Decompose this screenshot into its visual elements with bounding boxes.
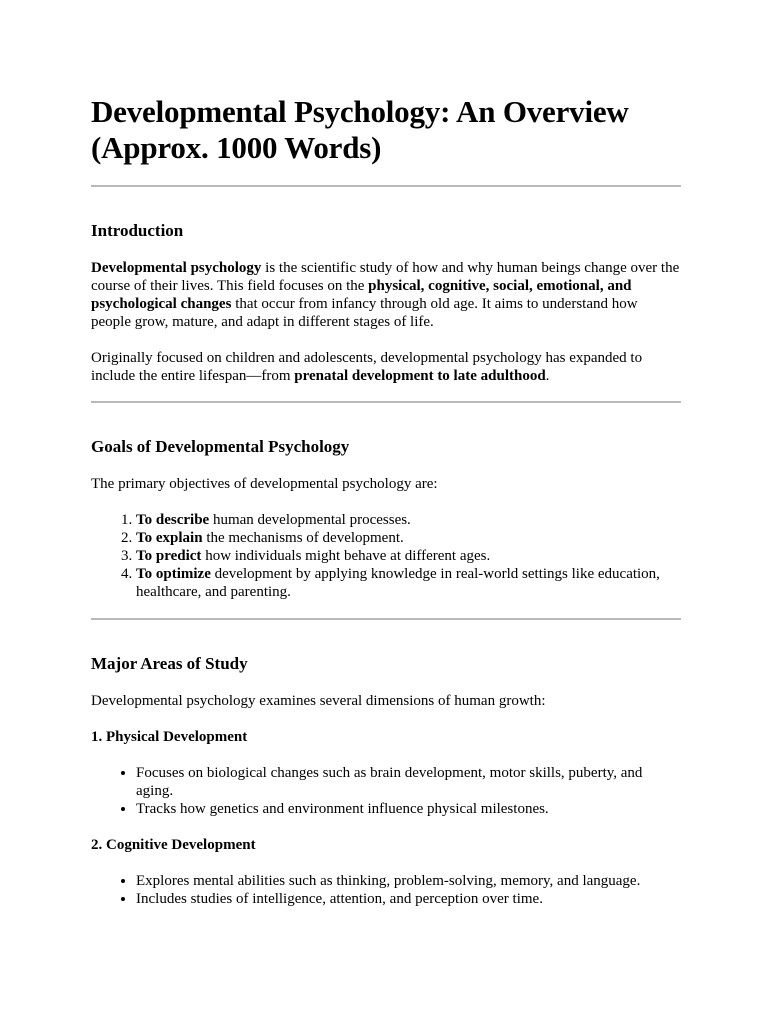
paragraph-text: . <box>545 368 550 384</box>
cognitive-development-list <box>91 872 681 908</box>
list-item: • Explores mental abilities such as thinking, problem-solving, memory, and language. <box>136 872 681 890</box>
list-item-text: how individuals might behave at different ages. <box>201 548 491 564</box>
paragraph-text: that occur from infancy through old age. It aims to understand how people grow, mature, and adapt in different stages of life. <box>91 296 638 330</box>
goals-lead: The primary objectives of developmental psychology are: <box>91 476 438 492</box>
list-item-text: human developmental processes. <box>209 512 411 528</box>
list-item: • Tracks how genetics and environment influence physical milestones. <box>136 800 681 818</box>
list-item: • Focuses on biological changes such as brain development, motor skills, puberty, and aging. <box>136 764 681 800</box>
paragraph-text: Originally focused on children and adolescents, developmental psychology has expanded to include the entire lifespan—from <box>91 350 643 384</box>
list-item <box>136 529 681 547</box>
section-divider <box>91 618 681 620</box>
list-item-bold: To describe <box>136 512 210 528</box>
physical-development-heading: 1. Physical Development <box>91 729 248 745</box>
list-item-text: the mechanisms of development. <box>202 530 404 546</box>
section-divider <box>91 185 681 187</box>
introduction-heading: Introduction <box>91 221 184 240</box>
areas-heading: Major Areas of Study <box>91 654 248 673</box>
cognitive-development-heading: 2. Cognitive Development <box>91 837 256 853</box>
introduction-paragraph-1 <box>91 259 681 331</box>
title-line-1: Developmental Psychology: An Overview <box>91 94 629 129</box>
paragraph-text: is the scientific study of how and why human beings change over the course of their lives. This field focuses on the <box>91 260 680 294</box>
areas-lead: Developmental psychology examines several dimensions of human growth: <box>91 693 546 709</box>
physical-development-list <box>91 764 681 818</box>
document-body <box>91 94 681 908</box>
title-line-2: (Approx. 1000 Words) <box>91 130 382 165</box>
bold-term: prenatal development to late adulthood <box>294 368 546 384</box>
list-item-text: development by applying knowledge in real-world settings like education, healthcare, and parenting. <box>136 566 660 600</box>
goals-list <box>91 511 681 601</box>
list-item-bold: To predict <box>136 548 202 564</box>
list-item <box>136 565 681 601</box>
introduction-paragraph-2 <box>91 349 681 385</box>
section-divider <box>91 401 681 403</box>
document-title <box>91 94 681 166</box>
list-item: • Includes studies of intelligence, attention, and perception over time. <box>136 890 681 908</box>
bold-term: physical, cognitive, social, emotional, and psychological changes <box>91 278 632 312</box>
list-item <box>136 547 681 565</box>
list-item-bold: To optimize <box>136 566 211 582</box>
goals-heading: Goals of Developmental Psychology <box>91 437 350 456</box>
bold-term: Developmental psychology <box>91 260 262 276</box>
list-item-bold: To explain <box>136 530 203 546</box>
list-item <box>136 511 681 529</box>
